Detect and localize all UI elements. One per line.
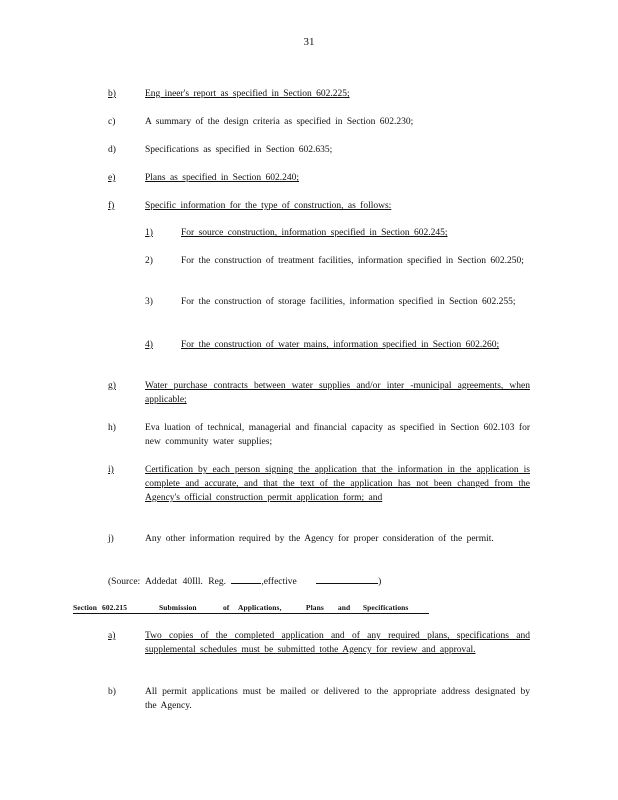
item-label: b) xyxy=(108,687,116,697)
item-text: Any other information required by the Agency for proper consideration of the permit. xyxy=(145,534,494,544)
item-label: i) xyxy=(108,465,114,475)
item-label: 1) xyxy=(145,228,153,238)
section-title-word: Specifications xyxy=(362,603,409,612)
item-text: Plans as specified in Section 602.240; xyxy=(145,173,300,183)
item-label: j) xyxy=(108,534,114,544)
source-note xyxy=(108,573,381,589)
item-label: c) xyxy=(108,117,116,127)
item-label: 4) xyxy=(145,340,153,350)
item-label: a) xyxy=(108,631,116,641)
section-heading xyxy=(73,603,429,614)
item-text: Certification by each person signing the application that the information in the application is complete and accurate, and that the text of the application has not been changed from the Agency's official construction permit application form; and xyxy=(145,465,530,503)
item-label: h) xyxy=(108,423,116,433)
item-label: b) xyxy=(108,89,116,99)
item-text: Water purchase contracts between water supplies and/or inter -municipal agreements, when applicable; xyxy=(145,381,530,405)
section-title-word: and xyxy=(337,603,351,612)
item-label: g) xyxy=(108,381,116,391)
item-text: Eng ineer's report as specified in Section 602.225; xyxy=(145,89,350,99)
section-number: 602.215 xyxy=(101,603,128,612)
item-text: All permit applications must be mailed or delivered to the appropriate address designated by the Agency. xyxy=(145,687,530,711)
section-title-word: of xyxy=(222,603,230,612)
item-text: Specific information for the type of construction, as follows: xyxy=(145,201,392,211)
blank-line xyxy=(231,573,261,584)
section-title-word: Plans xyxy=(305,603,324,612)
section-title-word: Submission xyxy=(158,603,197,612)
item-text: A summary of the design criteria as specified in Section 602.230; xyxy=(145,117,414,127)
item-label: 3) xyxy=(145,297,153,307)
source-prefix: (Source: Addedat 40Ill. Reg. xyxy=(108,577,226,587)
item-text: For the construction of treatment facilities, information specified in Section 602.250; xyxy=(181,256,524,266)
item-text: Specifications as specified in Section 602.635; xyxy=(145,145,333,155)
item-text: Two copies of the completed application and of any required plans, specifications and supplemental schedules must be submitted tothe Agency for review and approval. xyxy=(145,631,530,655)
source-middle: ,effective xyxy=(261,577,297,587)
source-suffix: ) xyxy=(378,577,382,587)
item-text: For source construction, information specified in Section 602.245; xyxy=(181,228,448,238)
item-text: For the construction of storage facilities, information specified in Section 602.255; xyxy=(181,297,516,307)
item-label: f) xyxy=(108,201,115,211)
section-word: Section xyxy=(73,603,98,612)
item-label: 2) xyxy=(145,256,153,266)
section-title-word: Applications, xyxy=(237,603,282,612)
item-text: Eva luation of technical, managerial and financial capacity as specified in Section 602.103 for new community water supplies; xyxy=(145,423,530,447)
blank-line xyxy=(316,573,378,584)
item-text: For the construction of water mains, information specified in Section 602.260; xyxy=(181,340,500,350)
item-label: d) xyxy=(108,145,116,155)
page-number: 31 xyxy=(303,36,315,48)
item-label: e) xyxy=(108,173,116,183)
